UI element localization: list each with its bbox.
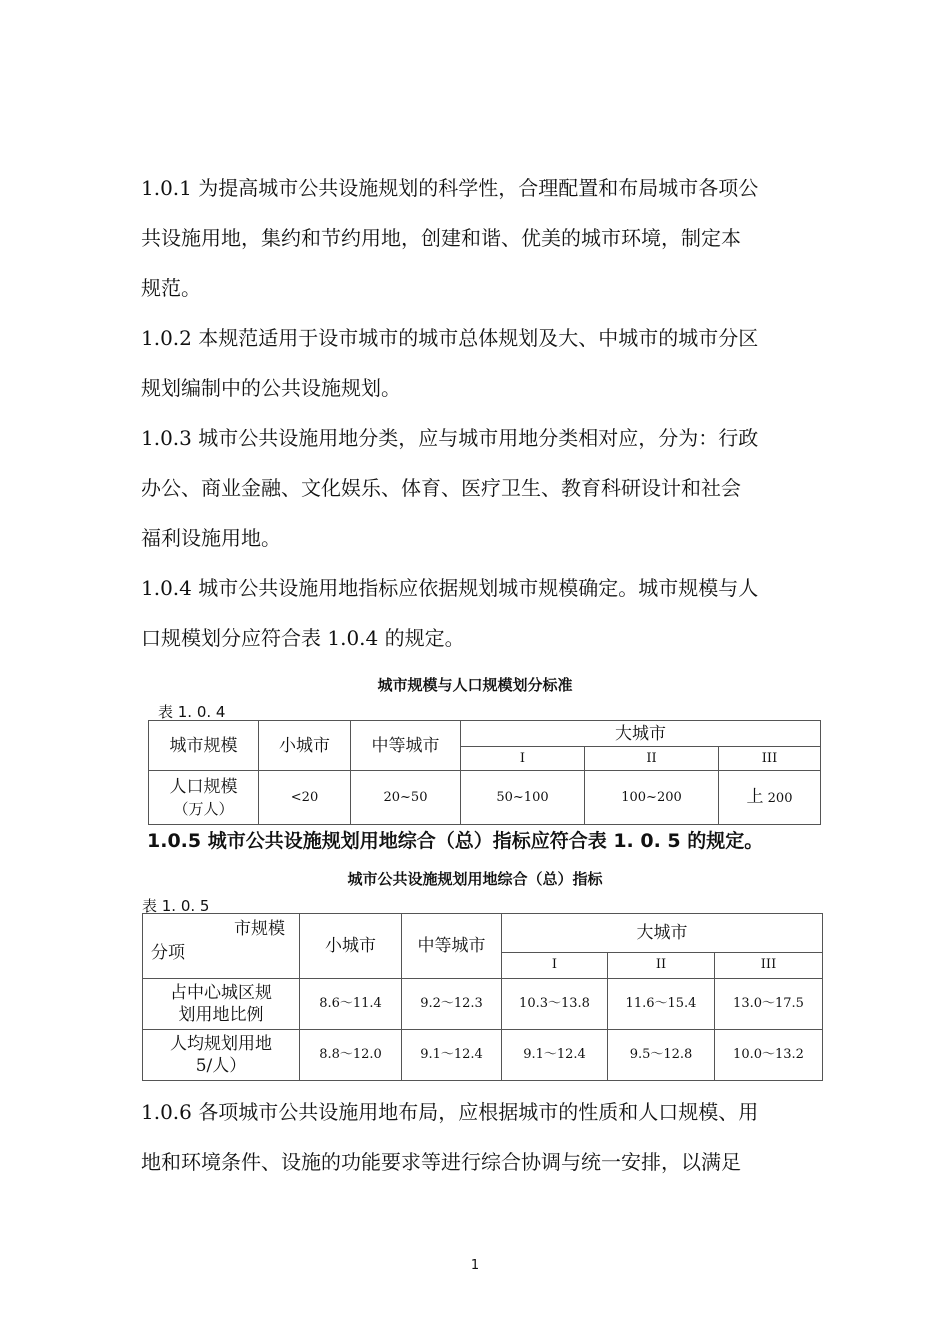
- table-cell: 13.0〜17.5: [715, 979, 823, 1030]
- text-line: 规范。: [141, 276, 201, 300]
- table-row: [143, 979, 823, 1030]
- header-class-i: I: [502, 952, 608, 978]
- table-cell: 10.0〜13.2: [715, 1030, 823, 1081]
- table-cell: 11.6〜15.4: [608, 979, 715, 1030]
- table-cell: 8.8〜12.0: [300, 1030, 402, 1081]
- header-class-iii: III: [715, 952, 823, 978]
- cell-part: 200: [763, 790, 793, 806]
- row-label: [143, 979, 300, 1030]
- text-line: 地和环境条件、设施的功能要求等进行综合协调与统一安排，以满足: [141, 1150, 741, 1174]
- text-line: 办公、商业金融、文化娱乐、体育、医疗卫生、教育科研设计和社会: [141, 476, 741, 500]
- paragraph-1-0-1: [141, 163, 821, 313]
- cell-part: 上: [746, 786, 764, 807]
- header-city-scale: 城市规模: [149, 721, 259, 771]
- text-line: 1.0.2 本规范适用于设市城市的城市总体规划及大、中城市的城市分区: [141, 326, 759, 350]
- table-cell: 9.2〜12.3: [402, 979, 502, 1030]
- row-label-line: （万人）: [173, 799, 234, 818]
- table-caption: 城市公共设施规划用地综合（总）指标: [347, 870, 603, 888]
- header-class-i: I: [461, 747, 585, 771]
- table-cell: 9.5〜12.8: [608, 1030, 715, 1081]
- table-caption: 城市规模与人口规模划分标准: [377, 676, 573, 694]
- row-label-line: 划用地比例: [178, 1005, 264, 1025]
- text-line: 福利设施用地。: [141, 526, 281, 550]
- diagonal-header-wrap: [143, 914, 299, 978]
- header-large-city: 大城市: [461, 721, 821, 747]
- header-class-ii: II: [585, 747, 719, 771]
- land-index-table: [142, 913, 823, 1081]
- text-line: 规划编制中的公共设施规划。: [141, 376, 401, 400]
- paragraph-1-0-2: [141, 313, 821, 413]
- text-line: 1.0.1 为提高城市公共设施规划的科学性，合理配置和布局城市各项公: [141, 176, 759, 200]
- header-medium-city: 中等城市: [351, 721, 461, 771]
- table-cell: 10.3〜13.8: [502, 979, 608, 1030]
- header-top-text: 市规模: [234, 919, 285, 939]
- header-large-city: 大城市: [502, 914, 823, 953]
- text-line: 共设施用地，集约和节约用地，创建和谐、优美的城市环境，制定本: [141, 226, 741, 250]
- table-cell: 9.1〜12.4: [402, 1030, 502, 1081]
- row-label-line: 5/人）: [195, 1056, 247, 1076]
- cell-class-ii: 100~200: [585, 771, 719, 825]
- table-label: 表 1. 0. 5: [142, 897, 210, 915]
- row-label-line: 人口规模: [169, 776, 238, 797]
- header-small-city: 小城市: [259, 721, 351, 771]
- text-line: 1.0.3 城市公共设施用地分类，应与城市用地分类相对应，分为：行政: [141, 426, 759, 450]
- header-medium-city: 中等城市: [402, 914, 502, 979]
- header-bottom-text: 分项: [151, 943, 185, 963]
- table-row: [143, 1030, 823, 1081]
- row-label-line: 人均规划用地: [170, 1034, 272, 1054]
- cell-medium: 20~50: [351, 771, 461, 825]
- table-cell: 9.1〜12.4: [502, 1030, 608, 1081]
- cell-class-iii: [719, 771, 821, 825]
- page-number: 1: [470, 1258, 480, 1273]
- city-scale-table: [148, 720, 821, 825]
- paragraph-1-0-5: 1.0.5 城市公共设施规划用地综合（总）指标应符合表 1. 0. 5 的规定。: [147, 830, 764, 852]
- diagonal-header: [143, 914, 300, 979]
- row-label-population: [149, 771, 259, 825]
- paragraph-1-0-3: [141, 413, 821, 563]
- paragraph-1-0-6: [141, 1087, 821, 1187]
- header-class-ii: II: [608, 952, 715, 978]
- text-line: 1.0.4 城市公共设施用地指标应依据规划城市规模确定。城市规模与人: [141, 576, 759, 600]
- cell-small: <20: [259, 771, 351, 825]
- table-label: 表 1. 0. 4: [158, 703, 226, 721]
- text-line: 1.0.6 各项城市公共设施用地布局，应根据城市的性质和人口规模、用: [141, 1100, 759, 1124]
- paragraph-1-0-4: [141, 563, 821, 663]
- text-line: 口规模划分应符合表 1.0.4 的规定。: [141, 626, 465, 650]
- cell-class-i: 50~100: [461, 771, 585, 825]
- header-small-city: 小城市: [300, 914, 402, 979]
- table-cell: 8.6〜11.4: [300, 979, 402, 1030]
- row-label: [143, 1030, 300, 1081]
- row-label-line: 占中心城区规: [170, 983, 272, 1003]
- header-class-iii: III: [719, 747, 821, 771]
